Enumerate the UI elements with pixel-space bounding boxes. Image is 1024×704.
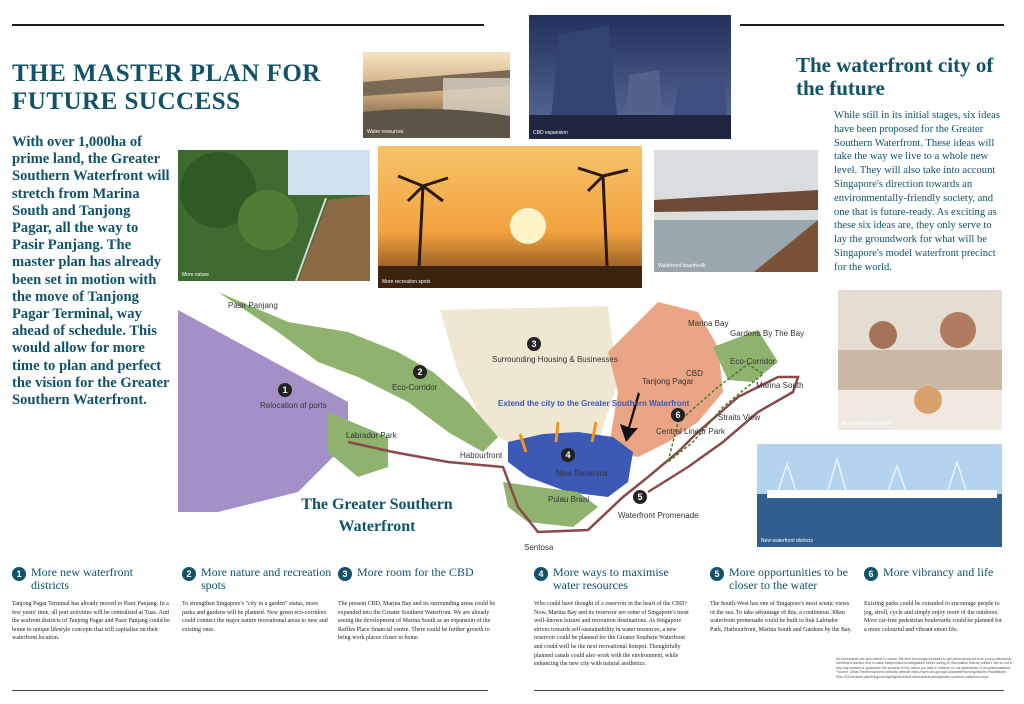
section-title: More vibrancy and life [883, 565, 994, 579]
section-number: 5 [710, 567, 724, 581]
waterfront-body: While still in its initial stages, six ideas have been proposed for the Greater Southern Waterfront. These ideas will take the way we live to a whole new level. They will also take into account Singapore's direction towards an environmentally-friendly society, and one that is future-ready. As exciting as these six ideas are, they only serve to lay the groundwork for what will be Singapore's model waterfront precinct for the world. [834, 110, 1000, 273]
section-title: More nature and recreation spots [201, 565, 332, 592]
section-title: More ways to maximise water resources [553, 565, 669, 592]
label-gardens-by-the-bay: Gardens By The Bay [730, 329, 805, 338]
caption-cbd-expansion: CBD expansion [533, 130, 568, 136]
label-eco-corridor-2: Eco-Corridor [730, 357, 776, 366]
section-1 [12, 566, 172, 592]
top-rule-right [740, 24, 1004, 26]
svg-text:2: 2 [417, 367, 423, 377]
section-2-body: To strengthen Singapore's "city in a garden" status, more parks and gardens will be planned. New green eco-corridors could connect the major nature recreational areas to new and existing ones. [182, 601, 328, 633]
section-number: 3 [338, 567, 352, 581]
label-central-linear-park: Central Linear Park [656, 427, 725, 436]
label-extend-city: Extend the city to the Greater Southern Waterfront [498, 399, 690, 408]
svg-text:6: 6 [675, 410, 681, 420]
map-marker-2 [413, 365, 427, 379]
label-habourfront: Habourfront [460, 451, 503, 460]
map-title: The Greater Southern Waterfront [301, 496, 453, 535]
section-4-body: Who could have thought of a reservoir in the heart of the CBD? Now, Marina Bay and its reservoir are some of Singapore's most well-known leisure and recreation destinations. As Singapore strives towards self-sustainability in water resources, a new reservoir could be planned for the Greater Southern Waterfront and could well be the next recreational hotspot. Thoughtfully planned canals could also work with the environment, while enhancing the new city with natural aesthetics. [534, 601, 689, 668]
label-marina-bay: Marina Bay [688, 319, 729, 328]
photo-more-recreation [378, 146, 642, 288]
section-1-body: Tanjong Pagar Terminal has already moved to Pasir Panjang. In a few years' time, all port activities will be centralised at Tuas. And the seafront districts of Tanjong Pagar and Pasir Panjang could be home to unique lifestyle concepts that will capitalise on their waterfront location. [12, 601, 170, 642]
label-waterfront-promenade: Waterfront Promenade [618, 511, 699, 520]
waterfront-title: The waterfront city of the future [796, 53, 994, 100]
label-pasir-panjang: Pasir Panjang [228, 301, 278, 310]
caption-more-recreation: More recreation spots [382, 279, 431, 285]
photo-vibrancy-life [838, 290, 1002, 430]
caption-waterfront-districts: New waterfront districts [761, 538, 813, 544]
section-title: More opportunities to be closer to the water [729, 565, 848, 592]
map-marker-4 [561, 448, 575, 462]
page-title: THE MASTER PLAN FOR FUTURE SUCCESS [12, 60, 321, 115]
top-rule-left [12, 24, 484, 26]
master-plan-map [178, 292, 828, 562]
label-tanjong-pagar: Tanjong Pagar [642, 377, 694, 386]
photo-more-nature [178, 150, 370, 281]
caption-more-nature: More nature [182, 272, 209, 278]
section-title: More room for the CBD [357, 565, 474, 579]
label-sentosa: Sentosa [524, 543, 554, 552]
label-pulau-brani: Pulau Brani [548, 495, 590, 504]
photo-waterfront-boardwalk [654, 150, 818, 272]
section-number: 1 [12, 567, 26, 581]
intro-text: With over 1,000ha of prime land, the Greater Southern Waterfront will stretch from Marina South and Tanjong Pagar, all the way to Pasir Panjang. The master plan has already been set in motion with the move of Tanjong Pagar Terminal, way ahead of schedule. This would allow for more time to plan and perfect the vision for the Greater Southern Waterfront. [12, 134, 170, 409]
label-marina-south: Marina South [756, 381, 804, 390]
label-labrador-park: Labrador Park [346, 431, 397, 440]
bottom-rule-left [12, 690, 488, 691]
footnote: All investments are speculative in nature. We also encourage investors to get personal advice from your professional investment advisor and to make independent investigations before acting on information that we publish. We do not in any way warrant or guarantee the success of any action you take in reliance on our statements or recommendations. *Source: Urban Redevelopment Authority website https://www.ura.gov.sg/Corporate/Planning/Master-Plan/Master-Plan-2014/master-plan/Regional-highlights/central-area/central-area/greater-southern-waterfront.aspx [836, 657, 1013, 679]
svg-text:3: 3 [531, 339, 537, 349]
section-4 [534, 566, 694, 592]
bottom-rule-right [534, 690, 1004, 691]
section-number: 2 [182, 567, 196, 581]
svg-text:5: 5 [637, 492, 643, 502]
section-3 [338, 566, 498, 581]
map-marker-5 [633, 490, 647, 504]
caption-vibrancy-life: More vibrancy and life [842, 421, 891, 427]
map-marker-1 [278, 383, 292, 397]
section-2 [182, 566, 332, 592]
section-number: 4 [534, 567, 548, 581]
caption-water-resources: Water resources [367, 129, 404, 135]
photo-water-resources [363, 52, 510, 138]
svg-text:4: 4 [565, 450, 571, 460]
section-3-body: The present CBD, Marina Bay and its surrounding areas could be expanded into the Greater Southern Waterfront. We are already seeing the development of Marina South as an expansion of the Raffles Place financial centre. There could be further growth to bring work places closer to home. [338, 601, 496, 642]
caption-waterfront-boardwalk: Waterfront boardwalk [658, 263, 706, 269]
section-5 [710, 566, 854, 592]
label-new-reservoir: New Reservoir [556, 469, 609, 478]
label-cbd: CBD [686, 369, 703, 378]
label-eco-corridor: Eco-Corridor [392, 383, 438, 392]
label-surrounding-housing: Surrounding Housing & Businesses [492, 355, 618, 364]
section-6-body: Existing parks could be extended to encourage people to jog, stroll, cycle and simply enjoy more of the outdoors. More car-free pedestrian boulevards could be planned for a more colourful and vibrant street life. [864, 601, 1002, 633]
section-number: 6 [864, 567, 878, 581]
map-marker-3 [527, 337, 541, 351]
label-straits-view: Straits View [718, 413, 761, 422]
section-6 [864, 566, 1014, 581]
label-relocation-ports: Relocation of ports [260, 401, 327, 410]
map-arrow-2 [556, 422, 558, 442]
map-marker-6 [671, 408, 685, 422]
section-title: More new waterfront districts [31, 565, 133, 592]
section-5-body: The South-West has one of Singapore's most scenic views of the sea. To take advantage of this, a continuous 30km waterfront promenade could be built to link Labrador Park, Harbourfront, Marina South and Gardens by the Bay. [710, 601, 852, 633]
svg-text:1: 1 [282, 385, 288, 395]
photo-cbd-expansion [529, 15, 731, 139]
